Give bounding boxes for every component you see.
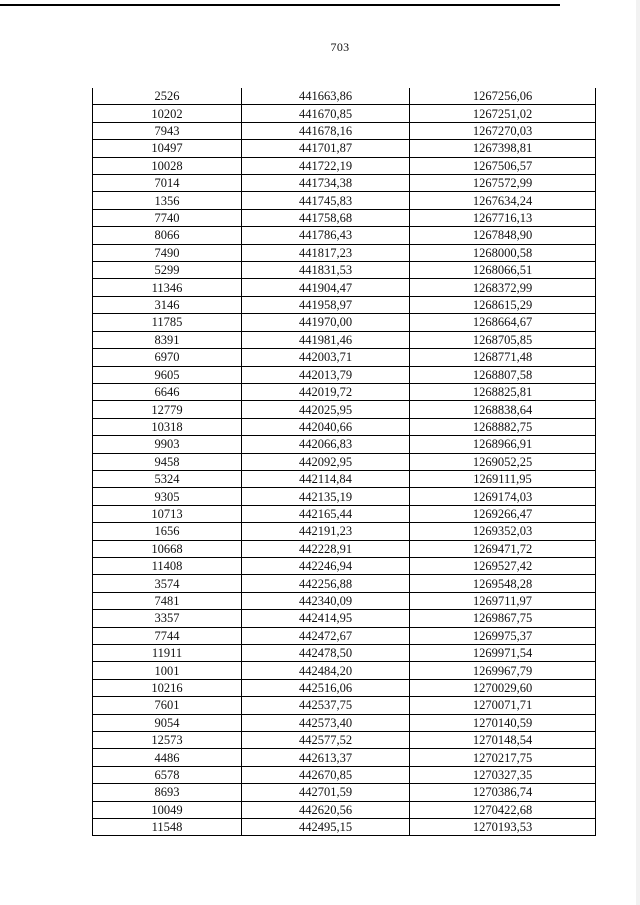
table-row: [93, 331, 596, 348]
y-coordinate-cell: 1268372,99: [410, 279, 596, 296]
x-coordinate-cell: 442025,95: [242, 401, 410, 418]
x-coordinate-cell: 442537,75: [242, 697, 410, 714]
point-number-cell: 8391: [93, 331, 242, 348]
point-number-cell: 1001: [93, 662, 242, 679]
point-number-cell: 7943: [93, 122, 242, 139]
point-number-cell: 7014: [93, 175, 242, 192]
point-number-cell: 4486: [93, 749, 242, 766]
x-coordinate-cell: 442670,85: [242, 766, 410, 783]
table-row: [93, 557, 596, 574]
point-number-cell: 7740: [93, 209, 242, 226]
point-number-cell: 7481: [93, 592, 242, 609]
table-row: [93, 697, 596, 714]
table-row: [93, 366, 596, 383]
y-coordinate-cell: 1268966,91: [410, 436, 596, 453]
y-coordinate-cell: 1267251,02: [410, 105, 596, 122]
table-row: [93, 732, 596, 749]
y-coordinate-cell: 1267506,57: [410, 157, 596, 174]
point-number-cell: 6578: [93, 766, 242, 783]
y-coordinate-cell: 1268838,64: [410, 401, 596, 418]
y-coordinate-cell: 1267572,99: [410, 175, 596, 192]
y-coordinate-cell: 1270193,53: [410, 819, 596, 836]
y-coordinate-cell: 1269266,47: [410, 505, 596, 522]
point-number-cell: 3574: [93, 575, 242, 592]
point-number-cell: 2526: [93, 88, 242, 105]
point-number-cell: 11346: [93, 279, 242, 296]
coordinates-table-body: [93, 88, 596, 836]
y-coordinate-cell: 1269867,75: [410, 610, 596, 627]
table-row: [93, 784, 596, 801]
x-coordinate-cell: 441786,43: [242, 227, 410, 244]
y-coordinate-cell: 1267256,06: [410, 88, 596, 105]
x-coordinate-cell: 441904,47: [242, 279, 410, 296]
x-coordinate-cell: 442013,79: [242, 366, 410, 383]
x-coordinate-cell: 442165,44: [242, 505, 410, 522]
scan-edge: [636, 0, 640, 905]
y-coordinate-cell: 1270029,60: [410, 679, 596, 696]
x-coordinate-cell: 442003,71: [242, 349, 410, 366]
x-coordinate-cell: 442135,19: [242, 488, 410, 505]
table-row: [93, 88, 596, 105]
y-coordinate-cell: 1268807,58: [410, 366, 596, 383]
y-coordinate-cell: 1269975,37: [410, 627, 596, 644]
table-row: [93, 592, 596, 609]
point-number-cell: 5324: [93, 470, 242, 487]
y-coordinate-cell: 1270217,75: [410, 749, 596, 766]
table-row: [93, 801, 596, 818]
point-number-cell: 8066: [93, 227, 242, 244]
x-coordinate-cell: 442472,67: [242, 627, 410, 644]
table-row: [93, 679, 596, 696]
x-coordinate-cell: 441678,16: [242, 122, 410, 139]
y-coordinate-cell: 1268664,67: [410, 314, 596, 331]
x-coordinate-cell: 442484,20: [242, 662, 410, 679]
point-number-cell: 10668: [93, 540, 242, 557]
x-coordinate-cell: 442246,94: [242, 557, 410, 574]
x-coordinate-cell: 442340,09: [242, 592, 410, 609]
point-number-cell: 1356: [93, 192, 242, 209]
point-number-cell: 6970: [93, 349, 242, 366]
point-number-cell: 3146: [93, 296, 242, 313]
table-row: [93, 279, 596, 296]
table-row: [93, 523, 596, 540]
point-number-cell: 12779: [93, 401, 242, 418]
y-coordinate-cell: 1268771,48: [410, 349, 596, 366]
table-row: [93, 453, 596, 470]
x-coordinate-cell: 442613,37: [242, 749, 410, 766]
top-border-line: [0, 4, 560, 6]
point-number-cell: 1656: [93, 523, 242, 540]
table-row: [93, 766, 596, 783]
y-coordinate-cell: 1268066,51: [410, 262, 596, 279]
x-coordinate-cell: 442495,15: [242, 819, 410, 836]
y-coordinate-cell: 1270148,54: [410, 732, 596, 749]
table-row: [93, 105, 596, 122]
page-number: 703: [330, 40, 350, 54]
table-row: [93, 349, 596, 366]
point-number-cell: 11911: [93, 645, 242, 662]
x-coordinate-cell: 441734,38: [242, 175, 410, 192]
table-row: [93, 749, 596, 766]
point-number-cell: 6646: [93, 383, 242, 400]
x-coordinate-cell: 442191,23: [242, 523, 410, 540]
point-number-cell: 10202: [93, 105, 242, 122]
x-coordinate-cell: 441981,46: [242, 331, 410, 348]
y-coordinate-cell: 1268615,29: [410, 296, 596, 313]
coordinates-table: [92, 88, 596, 836]
y-coordinate-cell: 1270327,35: [410, 766, 596, 783]
x-coordinate-cell: 441817,23: [242, 244, 410, 261]
y-coordinate-cell: 1269352,03: [410, 523, 596, 540]
x-coordinate-cell: 441758,68: [242, 209, 410, 226]
y-coordinate-cell: 1269111,95: [410, 470, 596, 487]
table-row: [93, 540, 596, 557]
point-number-cell: 9903: [93, 436, 242, 453]
point-number-cell: 11548: [93, 819, 242, 836]
x-coordinate-cell: 442066,83: [242, 436, 410, 453]
x-coordinate-cell: 442573,40: [242, 714, 410, 731]
point-number-cell: 9458: [93, 453, 242, 470]
x-coordinate-cell: 442414,95: [242, 610, 410, 627]
x-coordinate-cell: 441958,97: [242, 296, 410, 313]
x-coordinate-cell: 441701,87: [242, 140, 410, 157]
y-coordinate-cell: 1269971,54: [410, 645, 596, 662]
table-row: [93, 244, 596, 261]
y-coordinate-cell: 1267270,03: [410, 122, 596, 139]
x-coordinate-cell: 441670,85: [242, 105, 410, 122]
x-coordinate-cell: 442620,56: [242, 801, 410, 818]
table-row: [93, 192, 596, 209]
table-row: [93, 227, 596, 244]
point-number-cell: 11785: [93, 314, 242, 331]
y-coordinate-cell: 1269052,25: [410, 453, 596, 470]
table-row: [93, 488, 596, 505]
y-coordinate-cell: 1270422,68: [410, 801, 596, 818]
x-coordinate-cell: 442701,59: [242, 784, 410, 801]
x-coordinate-cell: 441970,00: [242, 314, 410, 331]
y-coordinate-cell: 1267634,24: [410, 192, 596, 209]
x-coordinate-cell: 442114,84: [242, 470, 410, 487]
table-row: [93, 627, 596, 644]
point-number-cell: 10713: [93, 505, 242, 522]
point-number-cell: 11408: [93, 557, 242, 574]
y-coordinate-cell: 1269527,42: [410, 557, 596, 574]
x-coordinate-cell: 441722,19: [242, 157, 410, 174]
x-coordinate-cell: 442019,72: [242, 383, 410, 400]
point-number-cell: 9305: [93, 488, 242, 505]
x-coordinate-cell: 442478,50: [242, 645, 410, 662]
x-coordinate-cell: 442516,06: [242, 679, 410, 696]
x-coordinate-cell: 442092,95: [242, 453, 410, 470]
table-row: [93, 262, 596, 279]
y-coordinate-cell: 1269548,28: [410, 575, 596, 592]
point-number-cell: 10216: [93, 679, 242, 696]
y-coordinate-cell: 1268882,75: [410, 418, 596, 435]
table-row: [93, 296, 596, 313]
y-coordinate-cell: 1267398,81: [410, 140, 596, 157]
x-coordinate-cell: 442040,66: [242, 418, 410, 435]
point-number-cell: 3357: [93, 610, 242, 627]
table-row: [93, 505, 596, 522]
table-row: [93, 401, 596, 418]
point-number-cell: 5299: [93, 262, 242, 279]
y-coordinate-cell: 1269967,79: [410, 662, 596, 679]
y-coordinate-cell: 1267716,13: [410, 209, 596, 226]
y-coordinate-cell: 1270386,74: [410, 784, 596, 801]
y-coordinate-cell: 1269711,97: [410, 592, 596, 609]
table-row: [93, 209, 596, 226]
x-coordinate-cell: 442577,52: [242, 732, 410, 749]
table-row: [93, 418, 596, 435]
y-coordinate-cell: 1270071,71: [410, 697, 596, 714]
y-coordinate-cell: 1268000,58: [410, 244, 596, 261]
x-coordinate-cell: 441831,53: [242, 262, 410, 279]
table-row: [93, 645, 596, 662]
table-row: [93, 470, 596, 487]
table-row: [93, 140, 596, 157]
y-coordinate-cell: 1268705,85: [410, 331, 596, 348]
y-coordinate-cell: 1267848,90: [410, 227, 596, 244]
table-row: [93, 175, 596, 192]
y-coordinate-cell: 1269471,72: [410, 540, 596, 557]
table-row: [93, 819, 596, 836]
point-number-cell: 7490: [93, 244, 242, 261]
point-number-cell: 7744: [93, 627, 242, 644]
point-number-cell: 9054: [93, 714, 242, 731]
table-row: [93, 122, 596, 139]
y-coordinate-cell: 1270140,59: [410, 714, 596, 731]
table-row: [93, 662, 596, 679]
point-number-cell: 10049: [93, 801, 242, 818]
table-row: [93, 575, 596, 592]
table-row: [93, 314, 596, 331]
table-row: [93, 383, 596, 400]
y-coordinate-cell: 1269174,03: [410, 488, 596, 505]
y-coordinate-cell: 1268825,81: [410, 383, 596, 400]
x-coordinate-cell: 441745,83: [242, 192, 410, 209]
point-number-cell: 10028: [93, 157, 242, 174]
point-number-cell: 7601: [93, 697, 242, 714]
x-coordinate-cell: 441663,86: [242, 88, 410, 105]
table-row: [93, 157, 596, 174]
point-number-cell: 9605: [93, 366, 242, 383]
table-row: [93, 610, 596, 627]
table-row: [93, 714, 596, 731]
table-row: [93, 436, 596, 453]
point-number-cell: 10318: [93, 418, 242, 435]
point-number-cell: 12573: [93, 732, 242, 749]
x-coordinate-cell: 442228,91: [242, 540, 410, 557]
point-number-cell: 10497: [93, 140, 242, 157]
point-number-cell: 8693: [93, 784, 242, 801]
x-coordinate-cell: 442256,88: [242, 575, 410, 592]
